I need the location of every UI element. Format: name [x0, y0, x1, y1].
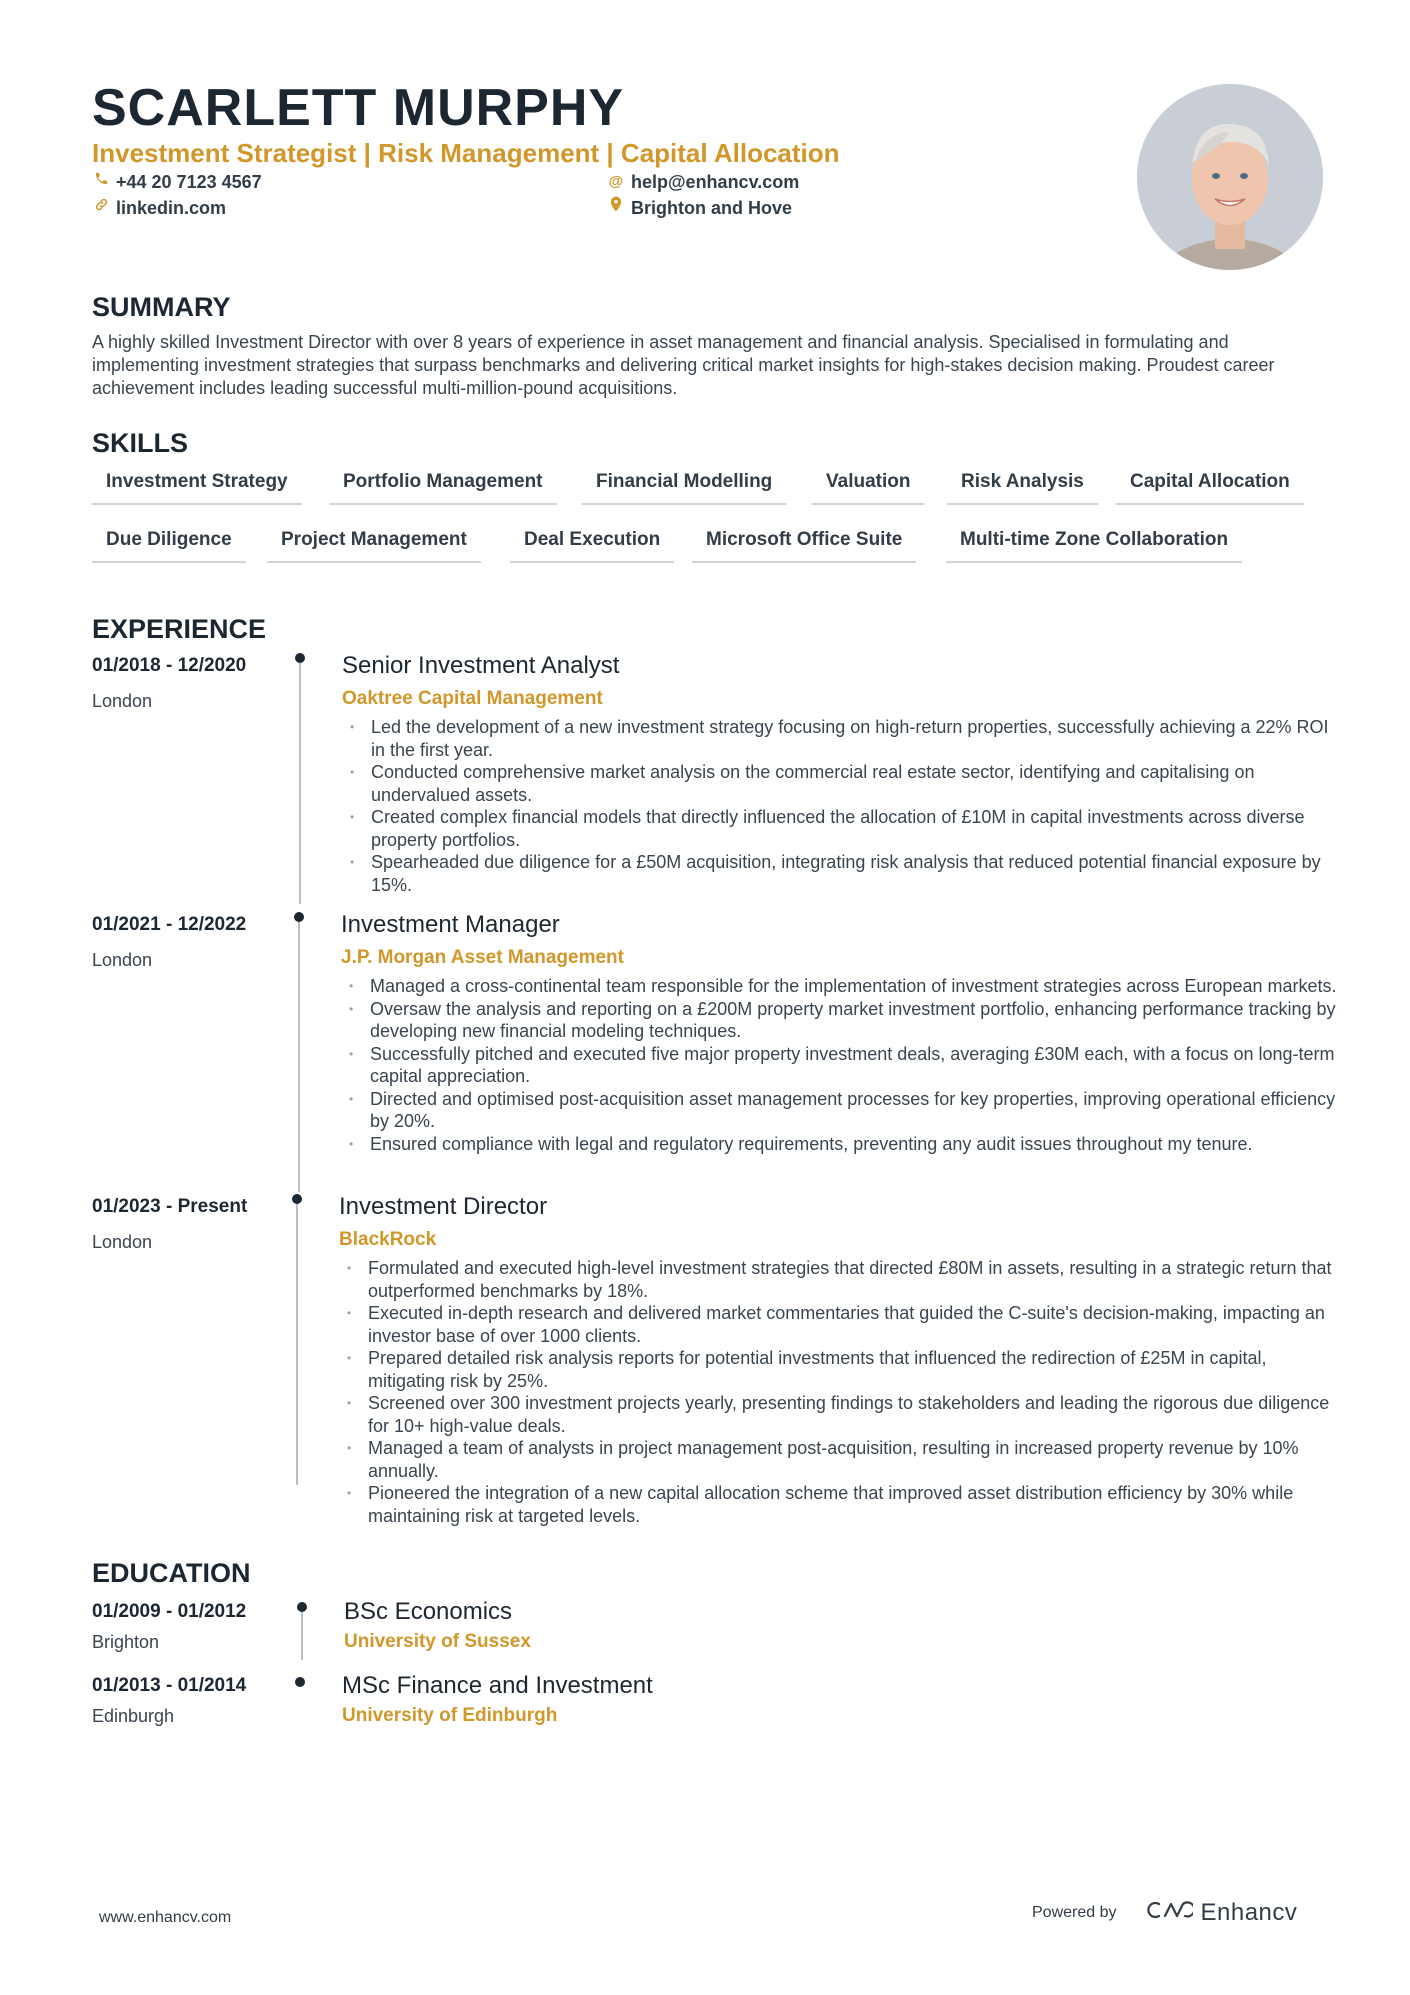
skill-tag: Portfolio Management — [329, 470, 557, 505]
location-pin-icon — [607, 196, 625, 220]
company-name: Oaktree Capital Management — [342, 688, 603, 709]
degree-title: MSc Finance and Investment — [342, 1672, 653, 1699]
school-name: University of Sussex — [344, 1631, 531, 1652]
timeline-line — [301, 1608, 303, 1660]
company-name: BlackRock — [339, 1229, 437, 1250]
job-title: Investment Director — [339, 1193, 548, 1220]
summary-heading: SUMMARY — [92, 292, 231, 322]
education-heading: EDUCATION — [92, 1558, 251, 1588]
enhancv-logo-icon — [1145, 1898, 1193, 1927]
skill-tag: Deal Execution — [510, 528, 674, 563]
candidate-name: SCARLETT MURPHY — [92, 79, 625, 137]
education-location: Brighton — [92, 1632, 160, 1652]
education-dates: 01/2013 - 01/2014 — [92, 1675, 247, 1696]
list-item: • Managed a cross-continental team responsible for the implementation of investment strategies across European markets. — [341, 975, 1341, 998]
skill-tag: Capital Allocation — [1116, 470, 1304, 505]
contact-location — [607, 196, 792, 220]
company-name: J.P. Morgan Asset Management — [341, 947, 624, 968]
contact-phone — [92, 170, 262, 194]
timeline-dot — [297, 1602, 307, 1612]
job-title: Senior Investment Analyst — [342, 652, 620, 679]
education-location: Edinburgh — [92, 1706, 175, 1726]
list-item: • Executed in-depth research and delivered market commentaries that guided the C-suite's decision-making, impacting an investor base of over 1000 clients. — [339, 1302, 1339, 1347]
job-bullets — [342, 716, 1342, 896]
job-dates: 01/2023 - Present — [92, 1196, 248, 1217]
list-item: • Oversaw the analysis and reporting on a £200M property market investment portfolio, enhancing performance tracking by developing new financial modeling techniques. — [341, 998, 1341, 1043]
job-location: London — [92, 691, 153, 711]
list-item: • Spearheaded due diligence for a £50M acquisition, integrating risk analysis that reduced potential financial exposure by 15%. — [342, 851, 1342, 896]
school-name: University of Edinburgh — [342, 1705, 558, 1726]
job-location: London — [92, 950, 153, 970]
job-bullets — [339, 1257, 1339, 1527]
skills-heading: SKILLS — [92, 428, 189, 458]
at-icon: @ — [608, 173, 624, 190]
list-item: • Prepared detailed risk analysis reports for potential investments that influenced the redirection of £25M in capital, mitigating risk by 25%. — [339, 1347, 1339, 1392]
timeline-line — [299, 659, 301, 904]
list-item: • Successfully pitched and executed five major property investment deals, averaging £30M each, with a focus on long-term capital appreciation. — [341, 1043, 1341, 1088]
list-item: • Pioneered the integration of a new capital allocation scheme that improved asset distribution efficiency by 30% while maintaining risk at targeted levels. — [339, 1482, 1339, 1527]
list-item: • Conducted comprehensive market analysis on the commercial real estate sector, identifying and capitalising on undervalued assets. — [342, 761, 1342, 806]
timeline-line — [298, 918, 300, 1192]
skill-tag: Project Management — [267, 528, 481, 563]
contact-linkedin[interactable] — [92, 196, 226, 220]
education-dates: 01/2009 - 01/2012 — [92, 1601, 247, 1622]
skill-tag: Due Diligence — [92, 528, 246, 563]
degree-title: BSc Economics — [344, 1598, 513, 1625]
skill-tag: Multi-time Zone Collaboration — [946, 528, 1242, 563]
email-text[interactable]: help@enhancv.com — [631, 172, 800, 192]
list-item: • Led the development of a new investment strategy focusing on high-return properties, successfully achieving a 22% ROI in the first year. — [342, 716, 1342, 761]
experience-heading: EXPERIENCE — [92, 614, 267, 644]
timeline-dot — [294, 912, 304, 922]
list-item: • Ensured compliance with legal and regulatory requirements, preventing any audit issues throughout my tenure. — [341, 1133, 1341, 1156]
job-title: Investment Manager — [341, 911, 560, 938]
location-text: Brighton and Hove — [631, 198, 792, 218]
skill-tag: Valuation — [812, 470, 924, 505]
job-dates: 01/2018 - 12/2020 — [92, 655, 247, 676]
timeline-dot — [295, 653, 305, 663]
list-item: • Managed a team of analysts in project management post-acquisition, resulting in increased property revenue by 10% annually. — [339, 1437, 1339, 1482]
footer-branding — [1032, 1898, 1297, 1927]
list-item: • Directed and optimised post-acquisition asset management processes for key properties, improving operational efficiency by 20%. — [341, 1088, 1341, 1133]
contact-email[interactable] — [607, 170, 799, 194]
job-location: London — [92, 1232, 153, 1252]
job-bullets — [341, 975, 1341, 1155]
skill-tag: Investment Strategy — [92, 470, 302, 505]
link-icon — [92, 196, 110, 220]
skill-tag: Risk Analysis — [947, 470, 1098, 505]
phone-text: +44 20 7123 4567 — [116, 172, 262, 192]
profile-photo — [1137, 84, 1323, 270]
brand-name: Enhancv — [1200, 1898, 1298, 1926]
powered-by-label: Powered by — [1032, 1903, 1117, 1921]
headline: Investment Strategist | Risk Management | Capital Allocation — [92, 138, 840, 168]
timeline-dot — [295, 1677, 305, 1687]
list-item: • Created complex financial models that directly influenced the allocation of £10M in capital investments across diverse property portfolios. — [342, 806, 1342, 851]
list-item: • Formulated and executed high-level investment strategies that directed £80M in assets, resulting in a strategic return that outperformed benchmarks by 18%. — [339, 1257, 1339, 1302]
job-dates: 01/2021 - 12/2022 — [92, 914, 247, 935]
linkedin-text[interactable]: linkedin.com — [116, 198, 227, 218]
timeline-line — [296, 1200, 298, 1485]
footer-website[interactable]: www.enhancv.com — [99, 1909, 232, 1926]
list-item: • Screened over 300 investment projects yearly, presenting findings to stakeholders and leading the rigorous due diligence for 10+ high-value deals. — [339, 1392, 1339, 1437]
timeline-dot — [292, 1194, 302, 1204]
skill-tag: Financial Modelling — [582, 470, 786, 505]
summary-text: A highly skilled Investment Director with over 8 years of experience in asset management and financial analysis. Specialised in formulating and implementing investment strategies that surpass benchmarks and delivering critical market insights for high-stakes decision making. Proudest career achievement includes leading successful multi-million-pound acquisitions. — [92, 332, 1275, 398]
skill-tag: Microsoft Office Suite — [692, 528, 916, 563]
phone-icon — [92, 170, 110, 194]
